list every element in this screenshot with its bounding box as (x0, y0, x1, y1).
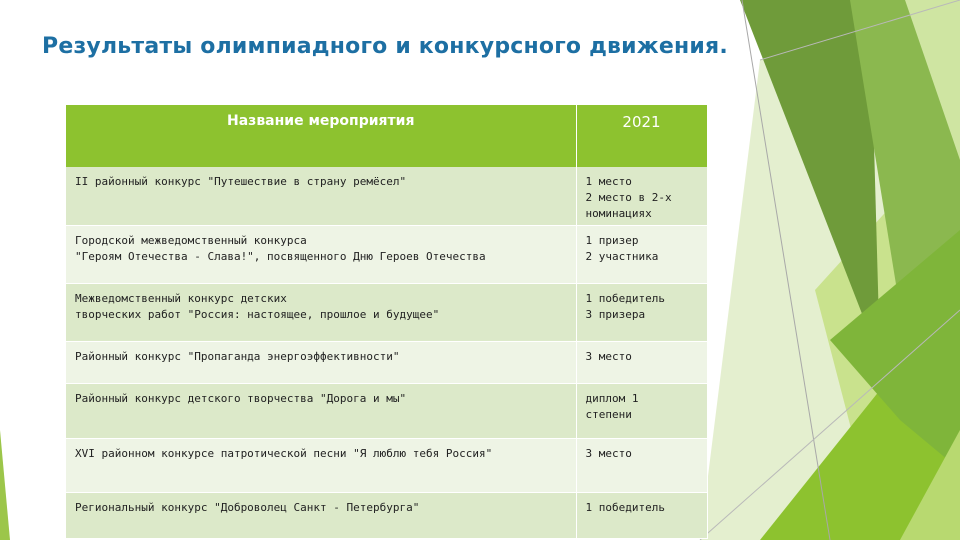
result-cell: 3 место (576, 439, 707, 493)
column-header-event: Название мероприятия (66, 105, 576, 167)
table-row (66, 493, 707, 539)
result-cell: 3 место (576, 342, 707, 384)
event-cell: Районный конкурс "Пропаганда энергоэффективности" (66, 342, 576, 384)
deco-shape-left-strip (0, 430, 10, 540)
result-cell: 1 место 2 место в 2-х номинациях (576, 167, 707, 226)
event-cell: XVI районном конкурсе патротической песни "Я люблю тебя Россия" (66, 439, 576, 493)
table-row (66, 439, 707, 493)
result-cell: 1 победитель 3 призера (576, 284, 707, 342)
table-row (66, 167, 707, 226)
table-row (66, 342, 707, 384)
event-cell: Городской межведомственный конкурса "Героям Отечества - Слава!", посвященного Дню Героев Отечества (66, 226, 576, 284)
event-cell: Районный конкурс детского творчества "Дорога и мы" (66, 384, 576, 439)
event-cell: Межведомственный конкурс детских творческих работ "Россия: настоящее, прошлое и будущее" (66, 284, 576, 342)
table-row (66, 226, 707, 284)
slide-title: Результаты олимпиадного и конкурсного движения. (42, 34, 728, 59)
results-table (66, 105, 708, 539)
result-cell: диплом 1 степени (576, 384, 707, 439)
table-header-row (66, 105, 707, 167)
table-row (66, 384, 707, 439)
table-row (66, 284, 707, 342)
result-cell: 1 призер 2 участника (576, 226, 707, 284)
event-cell: Региональный конкурс "Доброволец Санкт - Петербурга" (66, 493, 576, 539)
event-cell: II районный конкурс "Путешествие в страну ремёсел" (66, 167, 576, 226)
column-header-year: 2021 (576, 105, 707, 167)
result-cell: 1 победитель (576, 493, 707, 539)
